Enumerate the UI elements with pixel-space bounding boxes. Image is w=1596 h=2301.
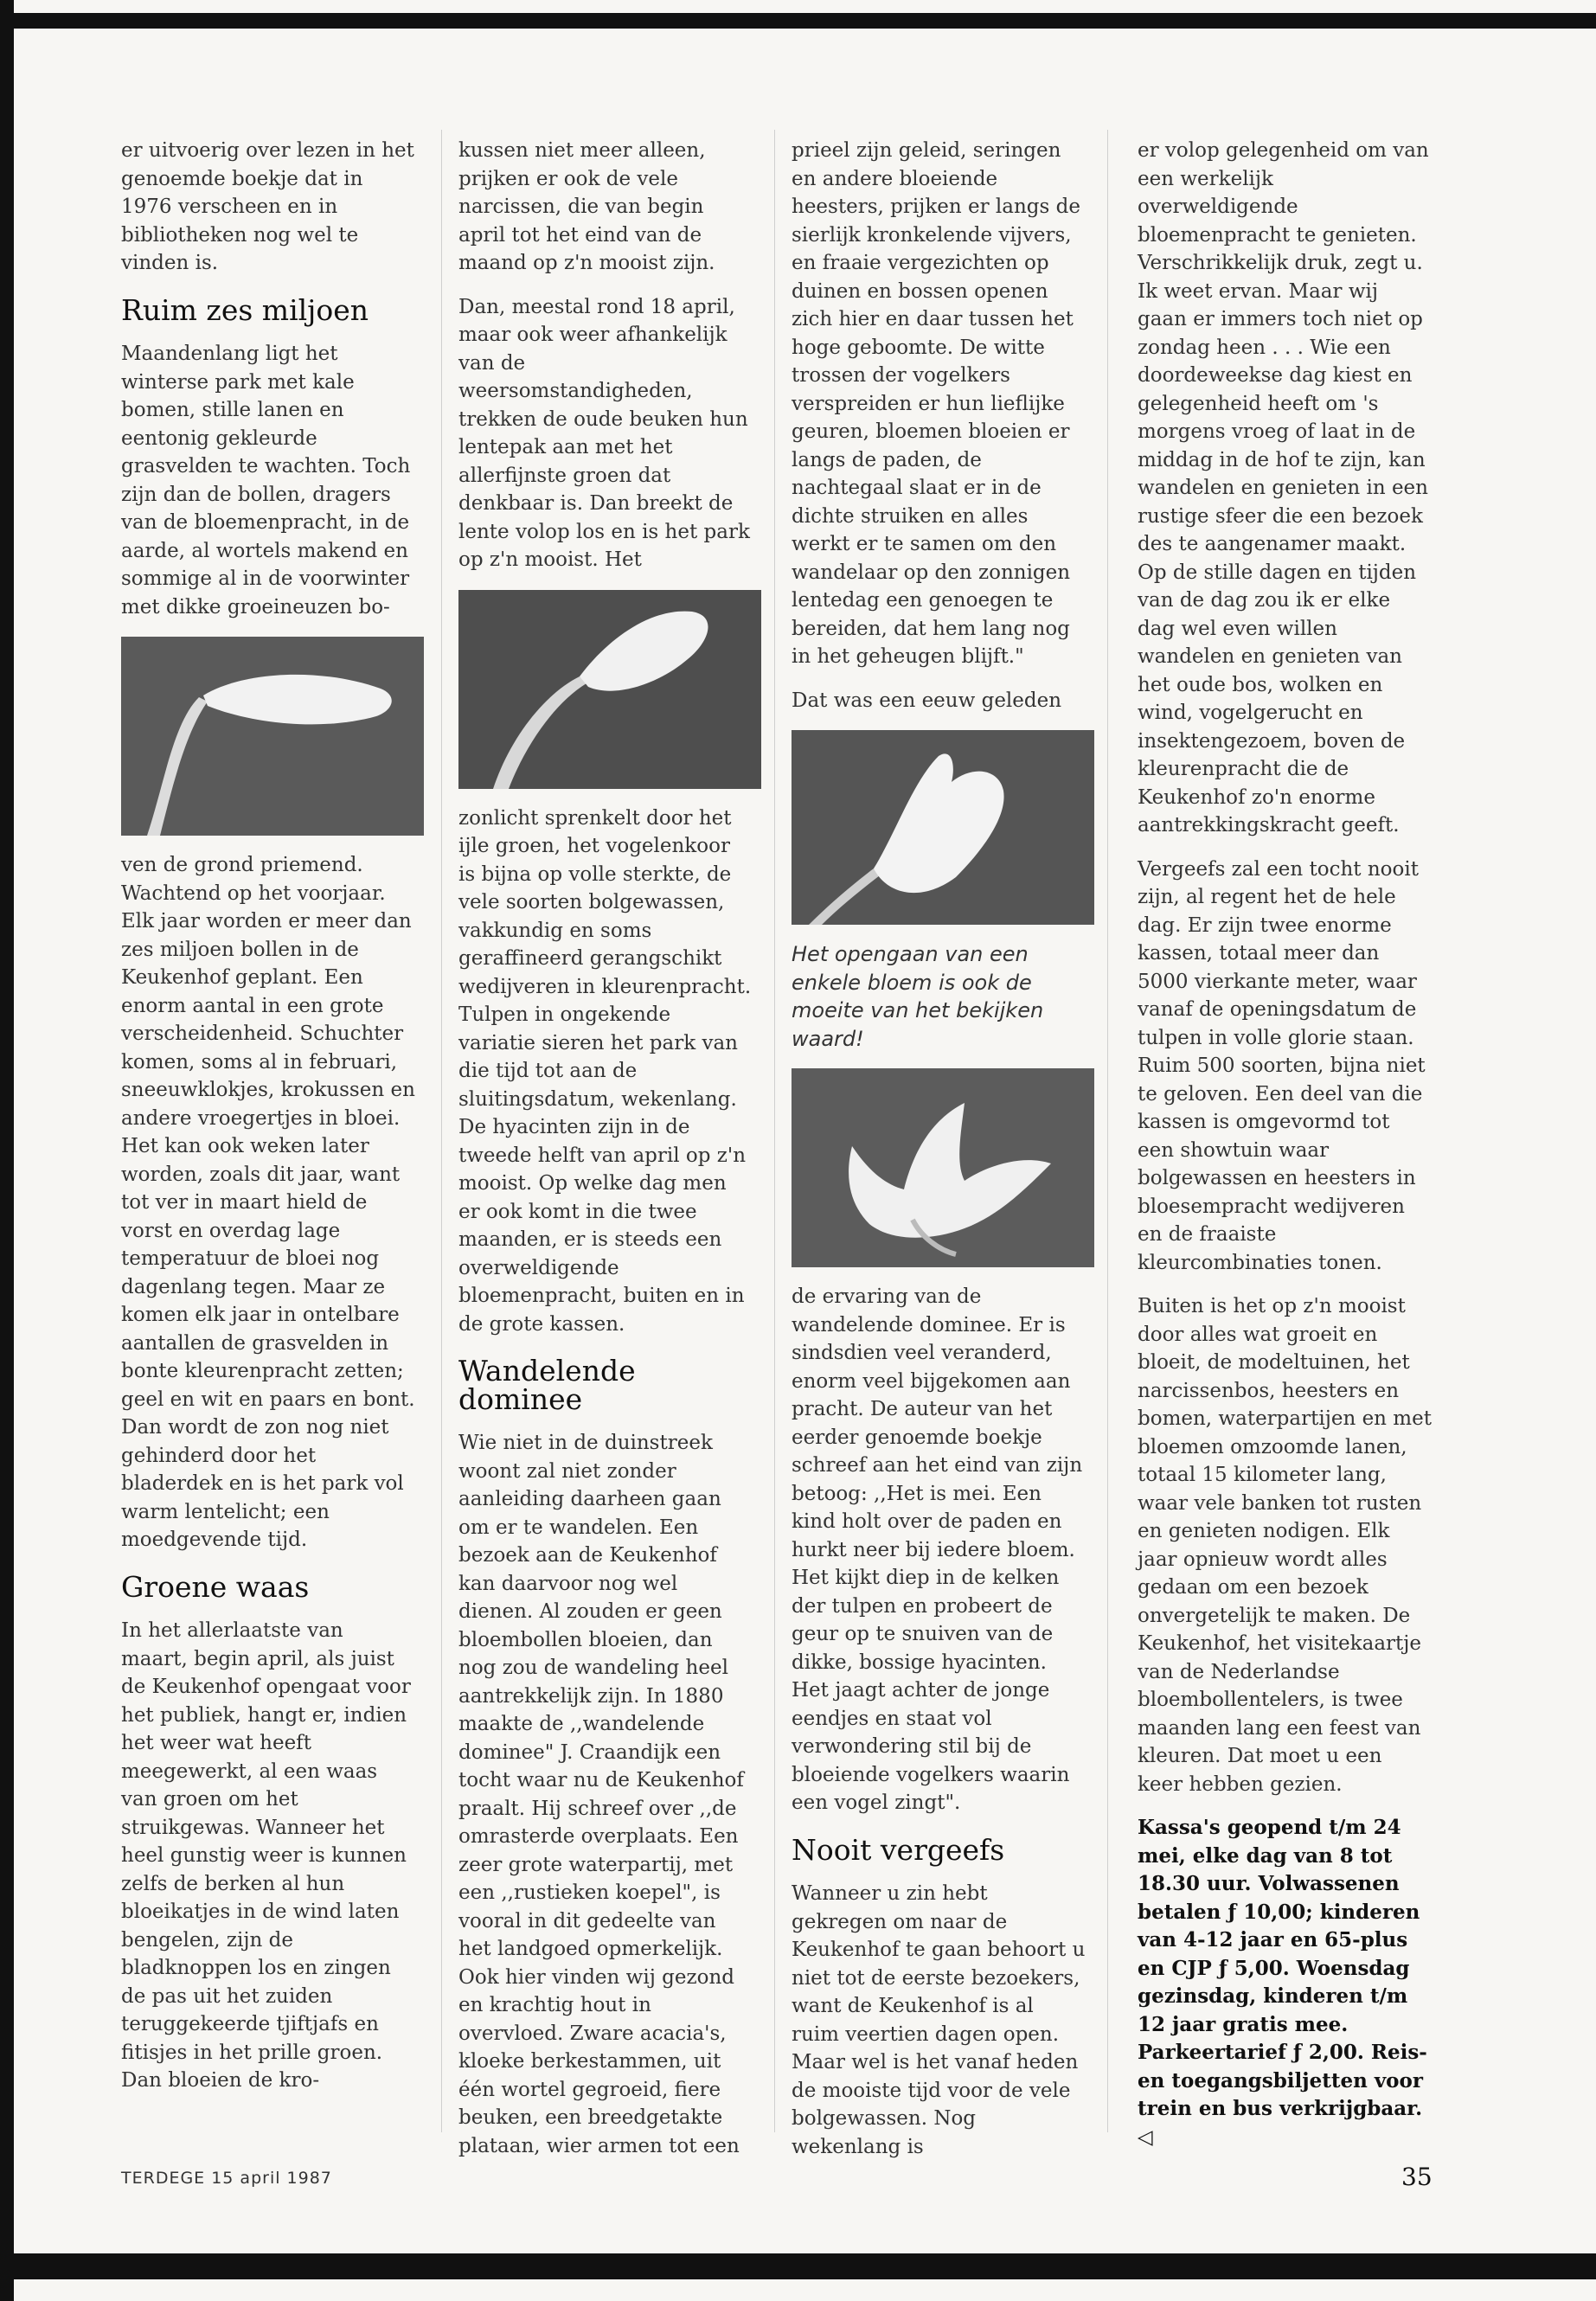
column-2 xyxy=(458,137,753,2176)
tulip-photo xyxy=(792,730,1094,925)
column-4 xyxy=(1138,137,1432,2167)
tulip-photo xyxy=(792,1068,1094,1267)
subheading: Wandelende dominee xyxy=(458,1354,636,1416)
paragraph: kussen niet meer alleen, prijken er ook de vele narcissen, die van begin april tot het eind van de maand op z'n mooist zijn. xyxy=(458,139,715,274)
column-rule xyxy=(441,130,442,2132)
opening-hours-notice xyxy=(1138,1814,1432,2151)
open-tulip-illustration xyxy=(792,1068,1094,1267)
photo-caption: Het opengaan van een enkele bloem is ook de moeite van het bekijken waard! xyxy=(792,942,1044,1051)
paragraph: zonlicht sprenkelt door het ijle groen, het vogelenkoor is bijna op volle sterkte, de vele soorten bolgewassen, vakkundig en soms geraffineerd gerangschikt wedijveren in kleurenpracht. Tulpen in ongekende variatie sieren het park van die tijd tot aan de sluitingsdatum, wekenlang. De hyacinten zijn in de tweede helft van april op z'n mooist. Op welke dag men er ook komt in die twee maanden, er is steeds een overweldigende bloemenpracht, buiten en in de grote kassen. xyxy=(458,806,752,1336)
paragraph: er volop gelegenheid om van een werkelijk overweldigende bloemenpracht te genieten. Verschrikkelijk druk, zegt u. Ik weet ervan. Maar wij gaan er immers toch niet op zondag heen . . . Wie een doordeweekse dag kiest en gelegenheid heeft om 's morgens vroeg of laat in de middag in de hof te zijn, kan wandelen en genieten in een rustige sfeer die een bezoek des te aangenamer maakt. Op de stille dagen en tijden van de dag zou ik er elke dag wel even willen wandelen en genieten van het oude bos, wolken en wind, vogelgerucht en insektengezoem, boven de kleurenpracht die de Keukenhof zo'n enorme aantrekkingskracht geeft. xyxy=(1138,139,1429,836)
subheading: Nooit vergeefs xyxy=(792,1832,1005,1867)
column-3 xyxy=(792,137,1086,2176)
flower-bud-illustration xyxy=(121,637,424,836)
tulip-photo xyxy=(458,590,761,789)
scan-border-top xyxy=(12,13,1596,29)
scan-border-left xyxy=(0,0,14,2301)
paragraph: Maandenlang ligt het winterse park met kale bomen, stille lanen en eentonig gekleurde grasvelden te wachten. Toch zijn dan de bollen, dragers van de bloemenpracht, in de aarde, al wortels makend en sommige al in de voorwinter met dikke groeineuzen bo- xyxy=(121,343,411,619)
subheading: Groene waas xyxy=(121,1569,310,1604)
column-rule xyxy=(1107,130,1108,2132)
paragraph: In het allerlaatste van maart, begin april, als juist de Keukenhof opengaat voor het publiek, hangt er, indien het weer wat heeft meegewerkt, al een waas van groen om het struikgewas. Wanneer het heel gunstig weer is kunnen zelfs de berken al hun bloeikatjes in de wind laten bengelen, zijn de bladknoppen los en zingen de pas uit het zuiden teruggekeerde tjiftjafs en fitisjes in het prille groen. Dan bloeien de kro- xyxy=(121,1619,411,2092)
notice-text: Kassa's geopend t/m 24 mei, elke dag van 8 tot 18.30 uur. Volwassenen betalen ƒ 10,00; kinderen van 4-12 jaar en 65-plus en CJP ƒ 5,00. Woensdag gezinsdag, kinderen t/m 12 jaar gratis mee. Parkeertarief ƒ 2,00. Reis- en toegangsbiljetten voor trein en bus verkrijgbaar. xyxy=(1138,1816,1427,2120)
paragraph: Vergeefs zal een tocht nooit zijn, al regent het de hele dag. Er zijn twee enorme kassen, totaal meer dan 5000 vierkante meter, waar vanaf de openingsdatum de tulpen in volle glorie staan. Ruim 500 soorten, bijna niet te geloven. Een deel van die kassen is omgevormd tot een showtuin waar bolgewassen en heesters in bloesempracht wedijveren en de fraaiste kleurcombinaties tonen. xyxy=(1138,857,1426,1274)
paragraph: Dat was een eeuw geleden xyxy=(792,689,1062,712)
paragraph: Buiten is het op z'n mooist door alles wat groeit en bloeit, de modeltuinen, het narcissenbos, heesters en bomen, waterpartijen en met bloemen omzoomde lanen, totaal 15 kilometer lang, waar vele banken tot rusten en genieten nodigen. Elk jaar opnieuw wordt alles gedaan om een bezoek onvergetelijk te maken. De Keukenhof, het visitekaartje van de Nederlandse bloembollentelers, is twee maanden lang een feest van kleuren. Dat moet u een keer hebben gezien. xyxy=(1138,1295,1432,1796)
paragraph: ven de grond priemend. Wachtend op het voorjaar. Elk jaar worden er meer dan zes miljoen bollen in de Keukenhof geplant. Een enorm aantal in een grote verscheidenheid. Schuchter komen, soms al in februari, sneeuwklokjes, krokussen en andere vroegertjes in bloei. Het kan ook weken later worden, zoals dit jaar, want tot ver in maart hield de vorst en overdag lage temperatuur de bloei nog dagenlang tegen. Maar ze komen elk jaar in ontelbare aantallen de grasvelden in bonte kleurenpracht zetten; geel en wit en paars en bont. Dan wordt de zon nog niet gehinderd door het bladerdek en is het park vol warm lentelicht; een moedgevende tijd. xyxy=(121,854,415,1551)
paragraph: de ervaring van de wandelende dominee. Er is sindsdien veel veranderd, enorm veel bijgekomen aan pracht. De auteur van het eerder genoemde boekje schreef aan het eind van zijn betoog: ,,Het is mei. Een kind holt over de paden en hurkt neer bij iedere bloem. Het kijkt diep in de kelken der tulpen en probeert de geur op te snuiven van de dikke, bossige hyacinten. Het jaagt achter de jonge eendjes en staat vol verwondering stil bij de bloeiende vogelkers waarin een vogel zingt". xyxy=(792,1285,1083,1814)
paragraph: Wanneer u zin hebt gekregen om naar de Keukenhof te gaan behoort u niet tot de eerste bezoekers, want de Keukenhof is al ruim veertien dagen open. Maar wel is het vanaf heden de mooiste tijd voor de vele bolgewassen. Nog wekenlang is xyxy=(792,1882,1086,2158)
opening-tulip-illustration xyxy=(792,730,1094,925)
flower-bud-illustration xyxy=(458,590,761,789)
column-rule xyxy=(774,130,775,2132)
scan-border-bottom xyxy=(12,2253,1596,2279)
column-1 xyxy=(121,137,415,2111)
paragraph: er uitvoerig over lezen in het genoemde boekje dat in 1976 verscheen en in bibliotheken nog wel te vinden is. xyxy=(121,139,414,274)
paragraph: Dan, meestal rond 18 april, maar ook weer afhankelijk van de weersomstandigheden, trekken de oude beuken hun lentepak aan met het allerfijnste groen dat denkbaar is. Dan breekt de lente volop los en is het park op z'n mooist. Het xyxy=(458,295,750,571)
page-number: 35 xyxy=(1401,2163,1433,2191)
subheading: Ruim zes miljoen xyxy=(121,292,369,327)
paragraph: prieel zijn geleid, seringen en andere bloeiende heesters, prijken er langs de sierlijk kronkelende vijvers, en fraaie vergezichten op duinen en bossen openen zich hier en daar tussen het hoge geboomte. De witte trossen der vogelkers verspreiden er hun lieflijke geuren, bloemen bloeien er langs de paden, de nachtegaal slaat er in de dichte struiken en alles werkt er te samen om den wandelaar op den zonnigen lentedag een genoegen te bereiden, dat hem lang nog in het geheugen blijft." xyxy=(792,139,1080,668)
paragraph: Wie niet in de duinstreek woont zal niet zonder aanleiding daarheen gaan om er te wandelen. Een bezoek aan de Keukenhof kan daarvoor nog wel dienen. Al zouden er geen bloembollen bloeien, dan nog zou de wandeling heel aantrekkelijk zijn. In 1880 maakte de ,,wandelende dominee" J. Craandijk een tocht waar nu de Keukenhof praalt. Hij schreef over ,,de omrasterde overplaats. Een zeer grote waterpartij, met een ,,rustieken koepel", is vooral in dit gedeelte van het landgoed opmerkelijk. Ook hier vinden wij gezond en krachtig hout in overvloed. Zware acacia's, kloeke berkestammen, uit één wortel gegroeid, fiere beuken, een breedgetakte plataan, wier armen tot een xyxy=(458,1432,744,2157)
magazine-footer: TERDEGE 15 april 1987 xyxy=(121,2169,332,2188)
tulip-photo xyxy=(121,637,424,836)
end-mark-icon: ◁ xyxy=(1138,2125,1153,2149)
